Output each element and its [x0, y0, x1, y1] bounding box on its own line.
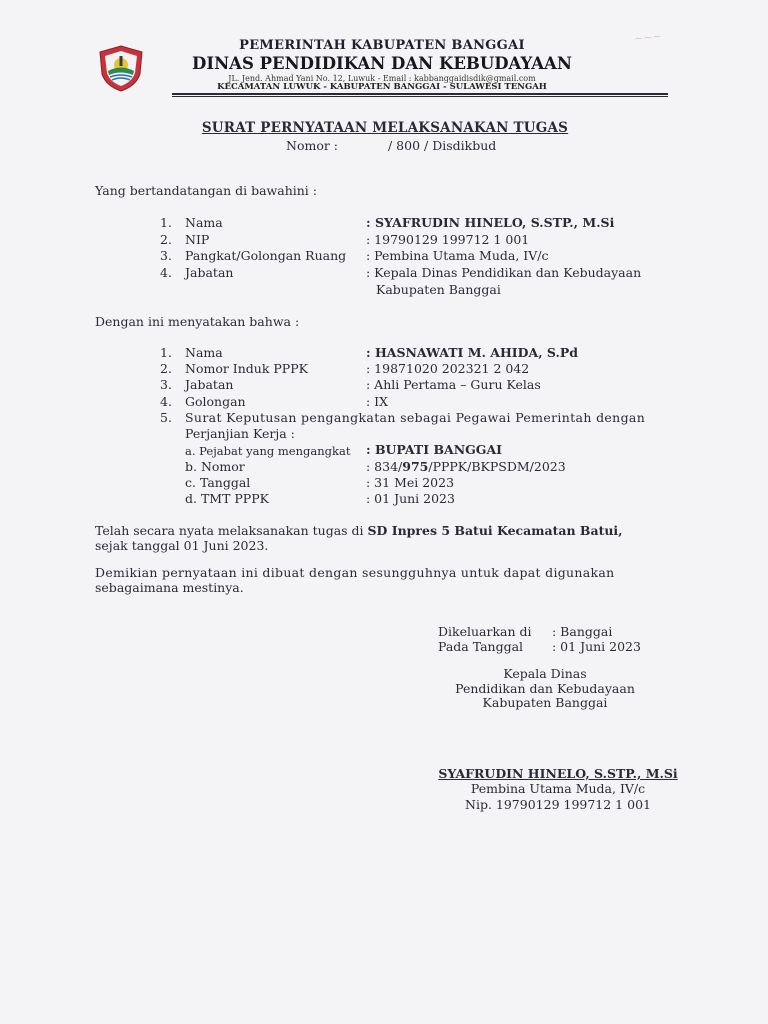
- signature-name: SYAFRUDIN HINELO, S.STP., M.Si: [438, 766, 678, 781]
- appointing-official-value: : BUPATI BANGGAI: [366, 442, 503, 457]
- field-label: a. Pejabat yang mengangkat: [185, 444, 351, 458]
- signer-rank-value: : Pembina Utama Muda, IV/c: [366, 248, 549, 263]
- banggai-regency-logo-icon: [96, 44, 146, 92]
- field-label: Nomor Induk PPPK: [185, 361, 308, 376]
- decree-date-value: : 31 Mei 2023: [366, 475, 455, 490]
- section1-intro: Yang bertandatangan di bawahini :: [95, 183, 317, 198]
- list-item-number: 5.: [160, 410, 172, 425]
- document-number-label: Nomor :: [286, 138, 339, 153]
- decree-description-line2: Perjanjian Kerja :: [185, 426, 295, 441]
- header-rule-thin: [172, 96, 668, 97]
- field-label: b. Nomor: [185, 459, 245, 474]
- signer-position-value-line2: Kabupaten Banggai: [376, 282, 501, 297]
- list-item-number: 3.: [160, 248, 172, 263]
- header-address: JL. Jend. Ahmad Yani No. 12, Luwuk - Email : kabbanggaidisdik@gmail.com: [228, 74, 536, 83]
- section2-intro: Dengan ini menyatakan bahwa :: [95, 314, 300, 329]
- field-label: Jabatan: [185, 265, 234, 280]
- list-item-number: 2.: [160, 361, 172, 376]
- signer-name-value: : SYAFRUDIN HINELO, S.STP., M.Si: [366, 215, 615, 230]
- list-item-number: 1.: [160, 215, 172, 230]
- issued-date-value: : 01 Juni 2023: [552, 639, 641, 654]
- field-label: d. TMT PPPK: [185, 491, 269, 506]
- list-item-number: 4.: [160, 394, 172, 409]
- signer-role-line1: Kepala Dinas: [503, 666, 587, 681]
- decree-number-value: [366, 459, 566, 474]
- field-label: Pangkat/Golongan Ruang: [185, 248, 347, 263]
- list-item-number: 4.: [160, 265, 172, 280]
- signer-role-line2: Pendidikan dan Kebudayaan: [455, 681, 635, 696]
- header-agency-name: DINAS PENDIDIKAN DAN KEBUDAYAAN: [192, 54, 572, 73]
- school-name: SD Inpres 5 Batui Kecamatan Batui,: [367, 523, 623, 538]
- list-item-number: 3.: [160, 377, 172, 392]
- employee-id-value: : 19871020 202321 2 042: [366, 361, 530, 376]
- field-label: NIP: [185, 232, 210, 247]
- decree-number-suffix: /PPPK/BKPSDM/2023: [428, 459, 566, 474]
- employee-grade-value: : IX: [366, 394, 389, 409]
- signer-position-value: : Kepala Dinas Pendidikan dan Kebudayaan: [366, 265, 642, 280]
- field-label: Golongan: [185, 394, 246, 409]
- field-label: Nama: [185, 215, 223, 230]
- signature-rank: Pembina Utama Muda, IV/c: [470, 781, 646, 796]
- header-region: KECAMATAN LUWUK - KABUPATEN BANGGAI - SULAWESI TENGAH: [217, 82, 547, 92]
- issued-place-value: : Banggai: [552, 624, 613, 639]
- statement-paragraph-line2: sejak tanggal 01 Juni 2023.: [95, 538, 269, 553]
- document-number-value: / 800 / Disdikbud: [388, 138, 497, 153]
- faint-stamp-mark: ~~~: [633, 29, 663, 46]
- decree-description: Surat Keputusan pengangkatan sebagai Pegawai Pemerintah dengan: [185, 410, 646, 425]
- employee-position-value: : Ahli Pertama – Guru Kelas: [366, 377, 541, 392]
- signer-nip-value: : 19790129 199712 1 001: [366, 232, 530, 247]
- document-title: SURAT PERNYATAAN MELAKSANAKAN TUGAS: [201, 120, 569, 136]
- field-label: c. Tanggal: [185, 475, 251, 490]
- field-label: Jabatan: [185, 377, 234, 392]
- field-label: Nama: [185, 345, 223, 360]
- closing-paragraph: Demikian pernyataan ini dibuat dengan sesungguhnya untuk dapat digunakan: [95, 565, 615, 580]
- tmt-date-value: : 01 Juni 2023: [366, 491, 455, 506]
- signature-nip: Nip. 19790129 199712 1 001: [465, 797, 651, 812]
- list-item-number: 1.: [160, 345, 172, 360]
- decree-number-prefix: : 834/: [366, 459, 403, 474]
- signer-role-line3: Kabupaten Banggai: [482, 695, 608, 710]
- closing-paragraph-line2: sebagaimana mestinya.: [95, 580, 244, 595]
- employee-name-value: : HASNAWATI M. AHIDA, S.Pd: [366, 345, 578, 360]
- decree-number-bold: 975: [402, 459, 429, 474]
- issued-date-label: Pada Tanggal: [438, 639, 524, 654]
- statement-paragraph: [95, 523, 623, 538]
- list-item-number: 2.: [160, 232, 172, 247]
- issued-place-label: Dikeluarkan di: [438, 624, 532, 639]
- statement-text: Telah secara nyata melaksanakan tugas di: [95, 523, 368, 538]
- header-rule-thick: [172, 93, 668, 95]
- header-government-name: PEMERINTAH KABUPATEN BANGGAI: [239, 38, 525, 53]
